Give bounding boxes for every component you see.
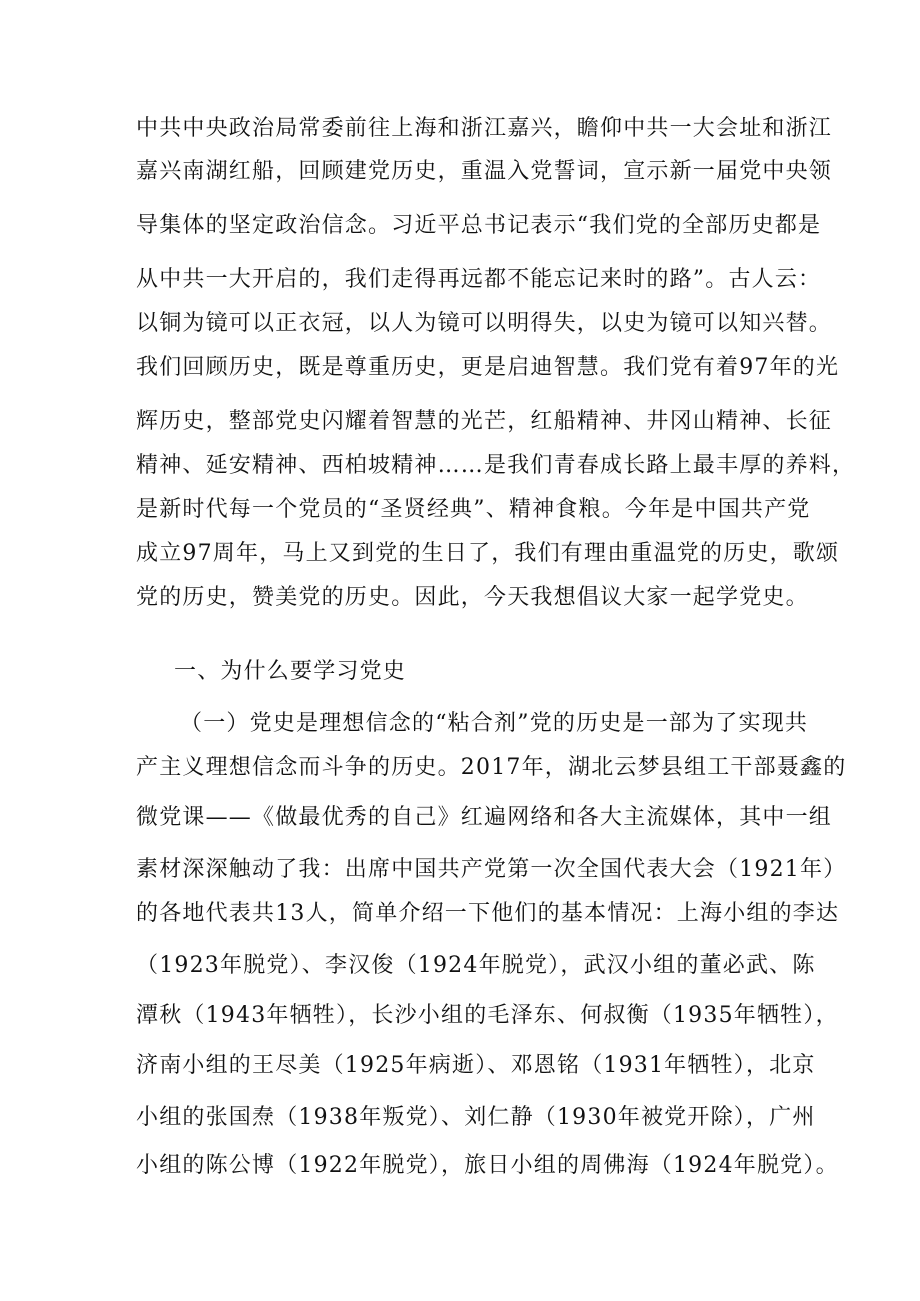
paragraph-line: 我们回顾历史，既是尊重历史，更是启迪智慧。我们党有着97年的光	[136, 355, 840, 380]
section-heading: 一、为什么要学习党史	[174, 659, 407, 684]
paragraph-line: 导集体的坚定政治信念。习近平总书记表示“我们党的全部历史都是	[136, 213, 822, 238]
paragraph-line: 以铜为镜可以正衣冠，以人为镜可以明得失，以史为镜可以知兴替。	[136, 311, 833, 336]
paragraph-line: 微党课——《做最优秀的自己》红遍网络和各大主流媒体，其中一组	[136, 805, 833, 830]
paragraph-line: 的各地代表共13人，简单介绍一下他们的基本情况：上海小组的李达	[136, 901, 840, 926]
paragraph-line: 精神、延安精神、西柏坡精神……是我们青春成长路上最丰厚的养料，	[136, 453, 856, 478]
paragraph-line: 是新时代每一个党员的“圣贤经典”、精神食粮。今年是中国共产党	[136, 497, 811, 522]
paragraph-line: 成立97周年，马上又到党的生日了，我们有理由重温党的历史，歌颂	[136, 541, 840, 566]
paragraph-line: 嘉兴南湖红船，回顾建党历史，重温入党誓词，宣示新一届党中央领	[136, 159, 833, 184]
paragraph-line: 中共中央政治局常委前往上海和浙江嘉兴，瞻仰中共一大会址和浙江	[136, 116, 833, 141]
paragraph-line: 党的历史，赞美党的历史。因此，今天我想倡议大家一起学党史。	[136, 585, 809, 610]
paragraph-line: 小组的张国焘（1938年叛党）、刘仁静（1930年被党开除），广州	[136, 1105, 816, 1130]
paragraph-line: 小组的陈公博（1922年脱党），旅日小组的周佛海（1924年脱党）。	[136, 1153, 839, 1178]
paragraph-line: 济南小组的王尽美（1925年病逝）、邓恩铭（1931年牺牲），北京	[136, 1053, 816, 1078]
paragraph-line: （一）党史是理想信念的“粘合剂”党的历史是一部为了实现共	[180, 711, 809, 736]
paragraph-line: 潭秋（1943年牺牲），长沙小组的毛泽东、何叔衡（1935年牺牲），	[136, 1003, 839, 1028]
paragraph-line: 从中共一大开启的，我们走得再远都不能忘记来时的路”。古人云：	[136, 267, 822, 292]
paragraph-line: 产主义理想信念而斗争的历史。2017年，湖北云梦县组工干部聂鑫的	[136, 755, 847, 780]
paragraph-line: （1923年脱党）、李汉俊（1924年脱党），武汉小组的董必武、陈	[136, 953, 816, 978]
paragraph-line: 素材深深触动了我：出席中国共产党第一次全国代表大会（1921年）	[136, 857, 847, 882]
paragraph-line: 辉历史，整部党史闪耀着智慧的光芒，红船精神、井冈山精神、长征	[136, 409, 833, 434]
